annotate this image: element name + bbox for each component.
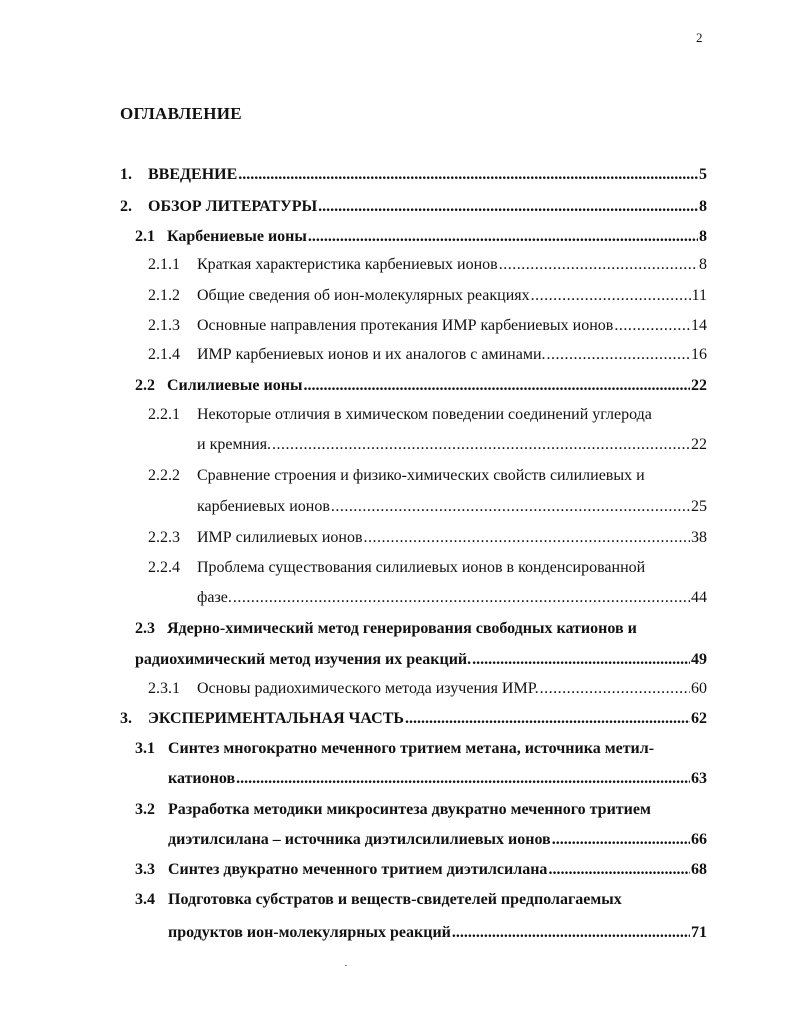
toc-entry-title: Некоторые отличия в химическом поведении соединений углерода [197,406,652,423]
toc-entry-title: Разработка методики микросинтеза двукратно меченного тритием [168,801,651,818]
toc-entry-page: 38 [691,529,707,546]
dot-leader [238,166,698,184]
toc-entry[interactable] [135,228,707,250]
toc-entry[interactable] [148,467,645,489]
dot-leader [472,651,690,669]
toc-entry-number: 2.1 [135,228,155,245]
toc-entry-number: 2.1.1 [148,256,180,273]
toc-entry-number: 2.1.3 [148,317,180,334]
toc-entry[interactable] [135,740,654,762]
toc-entry[interactable] [148,559,645,581]
dot-leader [548,861,690,879]
dot-leader [236,770,690,788]
toc-entry-title: Подготовка субстратов и веществ-свидетелей предполагаемых [168,891,622,908]
dot-leader [303,377,690,395]
toc-entry-title: радиохимический метод изучения их реакций. [135,651,472,668]
dot-leader [452,924,690,942]
toc-entry-number: 2.1.2 [148,287,180,304]
dot-leader [272,436,690,454]
toc-entry-title: ВВЕДЕНИЕ [148,166,238,183]
toc-entry-number: 3.3 [135,861,155,878]
toc-entry-title: диэтилсилана – источника диэтилсилилиевых ионов [168,831,551,848]
toc-entry[interactable] [168,924,707,946]
toc-entry-title: Синтез двукратно меченного тритием диэтилсилана [168,861,548,878]
toc-entry-title: Общие сведения об ион-молекулярных реакциях [197,287,530,304]
toc-entry-page: 62 [691,710,707,727]
toc-entry-title: Основные направления протекания ИМР карбениевых ионов [197,317,614,334]
toc-entry[interactable] [148,529,707,551]
toc-entry-title: Сравнение строения и физико-химических свойств силилиевых и [197,467,645,484]
page-number: 2 [696,30,703,45]
dot-leader [547,346,690,364]
dot-leader [499,256,698,274]
toc-entry[interactable] [148,287,707,309]
toc-entry-number: 2.2.4 [148,559,180,576]
toc-entry[interactable] [148,256,707,278]
dot-leader [552,831,690,849]
toc-entry-page: 5 [699,166,707,183]
toc-entry-page: 8 [699,228,707,245]
toc-entry-number: 2.2.3 [148,529,180,546]
toc-entry-number: 2. [120,198,132,215]
toc-entry-title: Проблема существования силилиевых ионов в конденсированной [197,559,646,576]
toc-entry-page: 68 [691,861,707,878]
dot-leader [318,198,698,216]
toc-entry-number: 1. [120,166,132,183]
toc-entry[interactable] [135,891,622,913]
toc-title: ОГЛАВЛЕНИЕ [120,104,242,123]
dot-leader [405,710,690,728]
toc-entry-title: Карбениевые ионы [167,228,307,245]
toc-entry-number: 3.1 [135,740,155,757]
toc-entry[interactable] [148,406,652,428]
toc-entry[interactable] [135,620,637,642]
toc-entry-page: 16 [691,346,707,363]
toc-entry-title: катионов [168,770,236,787]
toc-entry-title: Основы радиохимического метода изучения ИМР. [197,680,539,697]
toc-entry-number: 2.2.1 [148,406,180,423]
toc-entry[interactable] [135,377,707,399]
toc-entry[interactable] [168,770,707,792]
toc-entry-number: 2.2.2 [148,467,180,484]
dot-leader [531,287,691,305]
toc-entry-number: 3.4 [135,891,155,908]
toc-entry[interactable] [168,831,707,853]
toc-entry-page: 66 [691,831,707,848]
toc-entry-page: 49 [691,651,707,668]
toc-entry-title: карбениевых ионов [197,498,330,515]
dot-leader [331,498,690,516]
toc-entry-title: Силилиевые ионы [167,377,303,394]
toc-entry[interactable] [135,801,651,823]
toc-entry-page: 63 [691,770,707,787]
toc-entry-number: 3. [120,710,132,727]
toc-entry-title: ИМР карбениевых ионов и их аналогов с аминами. [197,346,546,363]
toc-entry-page: 14 [691,317,707,334]
toc-entry-title: фазе. [197,589,232,606]
toc-entry[interactable] [148,346,707,368]
toc-entry[interactable] [120,710,707,732]
toc-entry-page: 22 [691,377,707,394]
toc-entry-number: 2.3 [135,620,155,637]
toc-entry[interactable] [197,436,707,458]
toc-entry-title: ИМР силилиевых ионов [197,529,363,546]
toc-entry[interactable] [120,166,707,188]
dot-leader [614,317,690,335]
toc-entry[interactable] [135,651,707,673]
toc-entry-page: 8 [699,256,707,273]
toc-entry-page: 71 [691,924,707,941]
toc-entry[interactable] [148,680,707,702]
toc-entry-number: 2.1.4 [148,346,180,363]
toc-entry[interactable] [120,198,707,220]
toc-entry-page: 11 [691,287,707,304]
toc-entry[interactable] [148,317,707,339]
dot-leader [364,529,690,547]
toc-entry[interactable] [135,861,707,883]
toc-entry-title: ЭКСПЕРИМЕНТАЛЬНАЯ ЧАСТЬ [148,710,404,727]
toc-entry-page: 22 [691,436,707,453]
dot-leader [308,228,698,246]
toc-entry-number: 3.2 [135,801,155,818]
toc-entry-title: продуктов ион-молекулярных реакций [168,924,451,941]
scan-speck [345,965,347,966]
dot-leader [233,589,690,607]
toc-entry-page: 8 [699,198,707,215]
toc-entry-title: ОБЗОР ЛИТЕРАТУРЫ [148,198,318,215]
toc-entry-number: 2.2 [135,377,155,394]
toc-entry-title: Синтез многократно меченного тритием метана, источника метил- [168,740,655,757]
toc-entry-title: Ядерно-химический метод генерирования свободных катионов и [167,620,637,637]
toc-entry-page: 60 [691,680,707,697]
toc-entry[interactable] [197,589,707,611]
toc-entry-page: 25 [691,498,707,515]
toc-entry[interactable] [197,498,707,520]
dot-leader [540,680,690,698]
toc-entry-title: Краткая характеристика карбениевых ионов [197,256,498,273]
toc-entry-page: 44 [691,589,707,606]
toc-entry-title: и кремния. [197,436,272,453]
toc-entry-number: 2.3.1 [148,680,180,697]
